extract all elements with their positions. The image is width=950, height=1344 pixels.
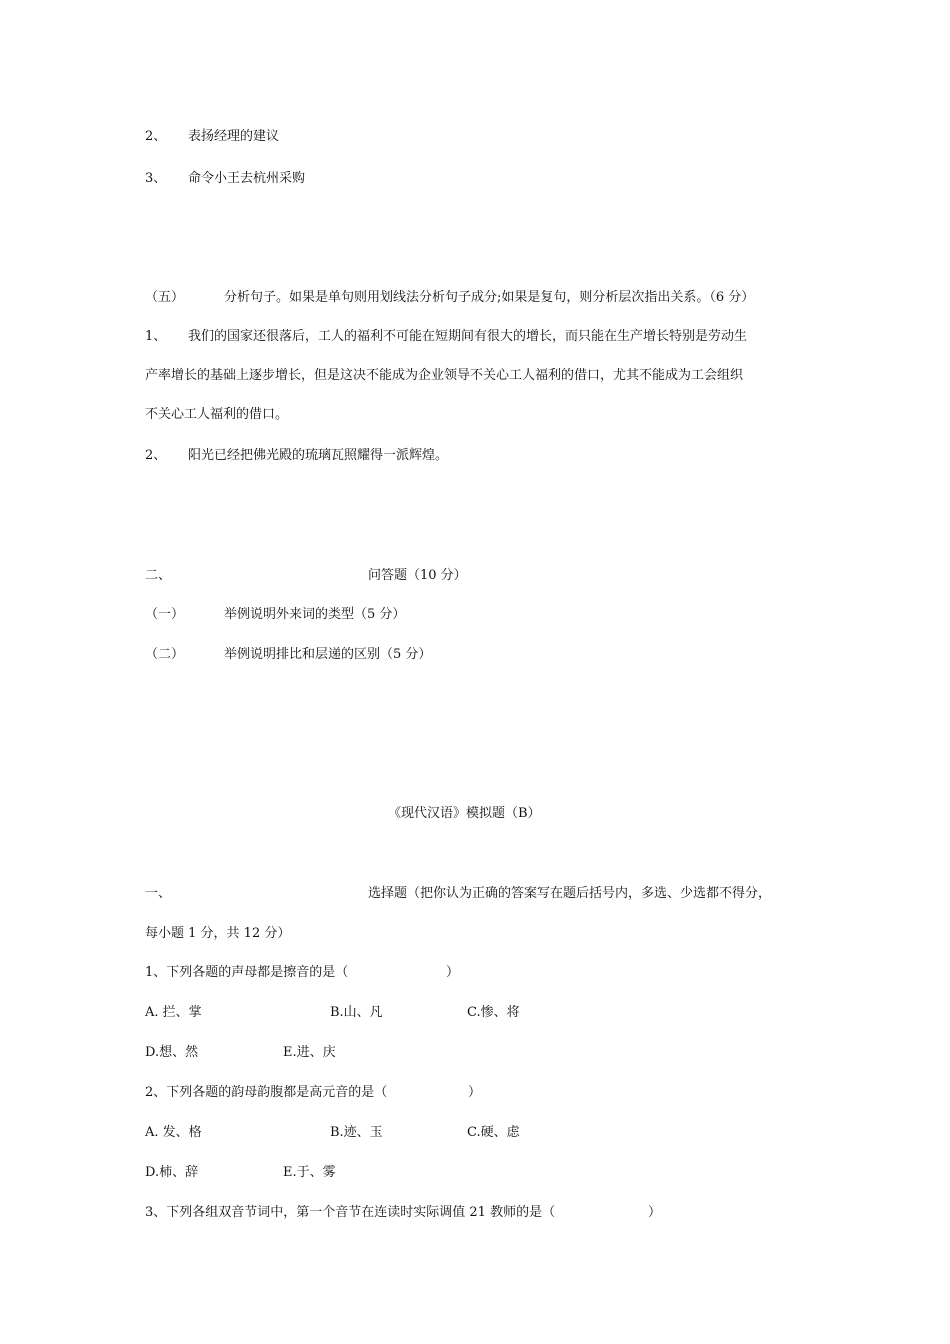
item-number: 3、 (145, 171, 167, 186)
question-text: 我们的国家还很落后，工人的福利不可能在短期间有很大的增长，而只能在生产增长特别是劳动生 (188, 329, 748, 344)
question-stem: 3、下列各组双音节词中，第一个音节在连读时实际调值 21 教师的是（ (145, 1205, 556, 1220)
option-e: E.于、雾 (283, 1165, 336, 1180)
answer-bracket: ） (446, 965, 460, 980)
option-b: B.迹、玉 (330, 1125, 383, 1140)
option-d: D.柿、辞 (145, 1165, 199, 1180)
exam-title: 《现代汉语》模拟题（B） (388, 806, 541, 821)
answer-bracket: ） (468, 1085, 482, 1100)
option-e: E.进、庆 (283, 1045, 336, 1060)
question-stem: 1、下列各题的声母都是擦音的是（ (145, 965, 349, 980)
answer-bracket: ） (648, 1205, 662, 1220)
item-number: 2、 (145, 129, 167, 144)
part-title: 选择题（把你认为正确的答案写在题后括号内，多选、少选都不得分， (368, 886, 772, 901)
part-title: 问答题（10 分） (368, 568, 467, 583)
question-number: 2、 (145, 448, 167, 463)
section-number: （五） (145, 290, 185, 305)
question-text: 产率增长的基础上逐步增长，但是这决不能成为企业领导不关心工人福利的借口，尤其不能成为工会组织 (145, 368, 744, 383)
option-d: D.想、然 (145, 1045, 199, 1060)
question-text: 不关心工人福利的借口。 (145, 407, 289, 422)
question-number: 1、 (145, 329, 167, 344)
sub-item-number: （一） (145, 607, 185, 622)
option-c: C.惨、将 (467, 1005, 520, 1020)
sub-item-text: 举例说明排比和层递的区别（5 分） (224, 647, 432, 662)
option-a: A. 发、格 (145, 1125, 202, 1140)
item-text: 表扬经理的建议 (188, 129, 280, 144)
part-title: 每小题 1 分，共 12 分） (145, 926, 291, 941)
sub-item-text: 举例说明外来词的类型（5 分） (224, 607, 406, 622)
section-heading: 分析句子。如果是单句则用划线法分析句子成分;如果是复句，则分析层次指出关系。（6 分） (224, 290, 755, 305)
sub-item-number: （二） (145, 647, 185, 662)
part-number: 二、 (145, 568, 172, 583)
option-a: A. 拦、掌 (145, 1005, 202, 1020)
question-text: 阳光已经把佛光殿的琉璃瓦照耀得一派辉煌。 (188, 448, 449, 463)
question-stem: 2、下列各题的韵母韵腹都是高元音的是（ (145, 1085, 388, 1100)
part-number: 一、 (145, 886, 172, 901)
item-text: 命令小王去杭州采购 (188, 171, 306, 186)
option-b: B.山、凡 (330, 1005, 383, 1020)
option-c: C.硬、虑 (467, 1125, 520, 1140)
